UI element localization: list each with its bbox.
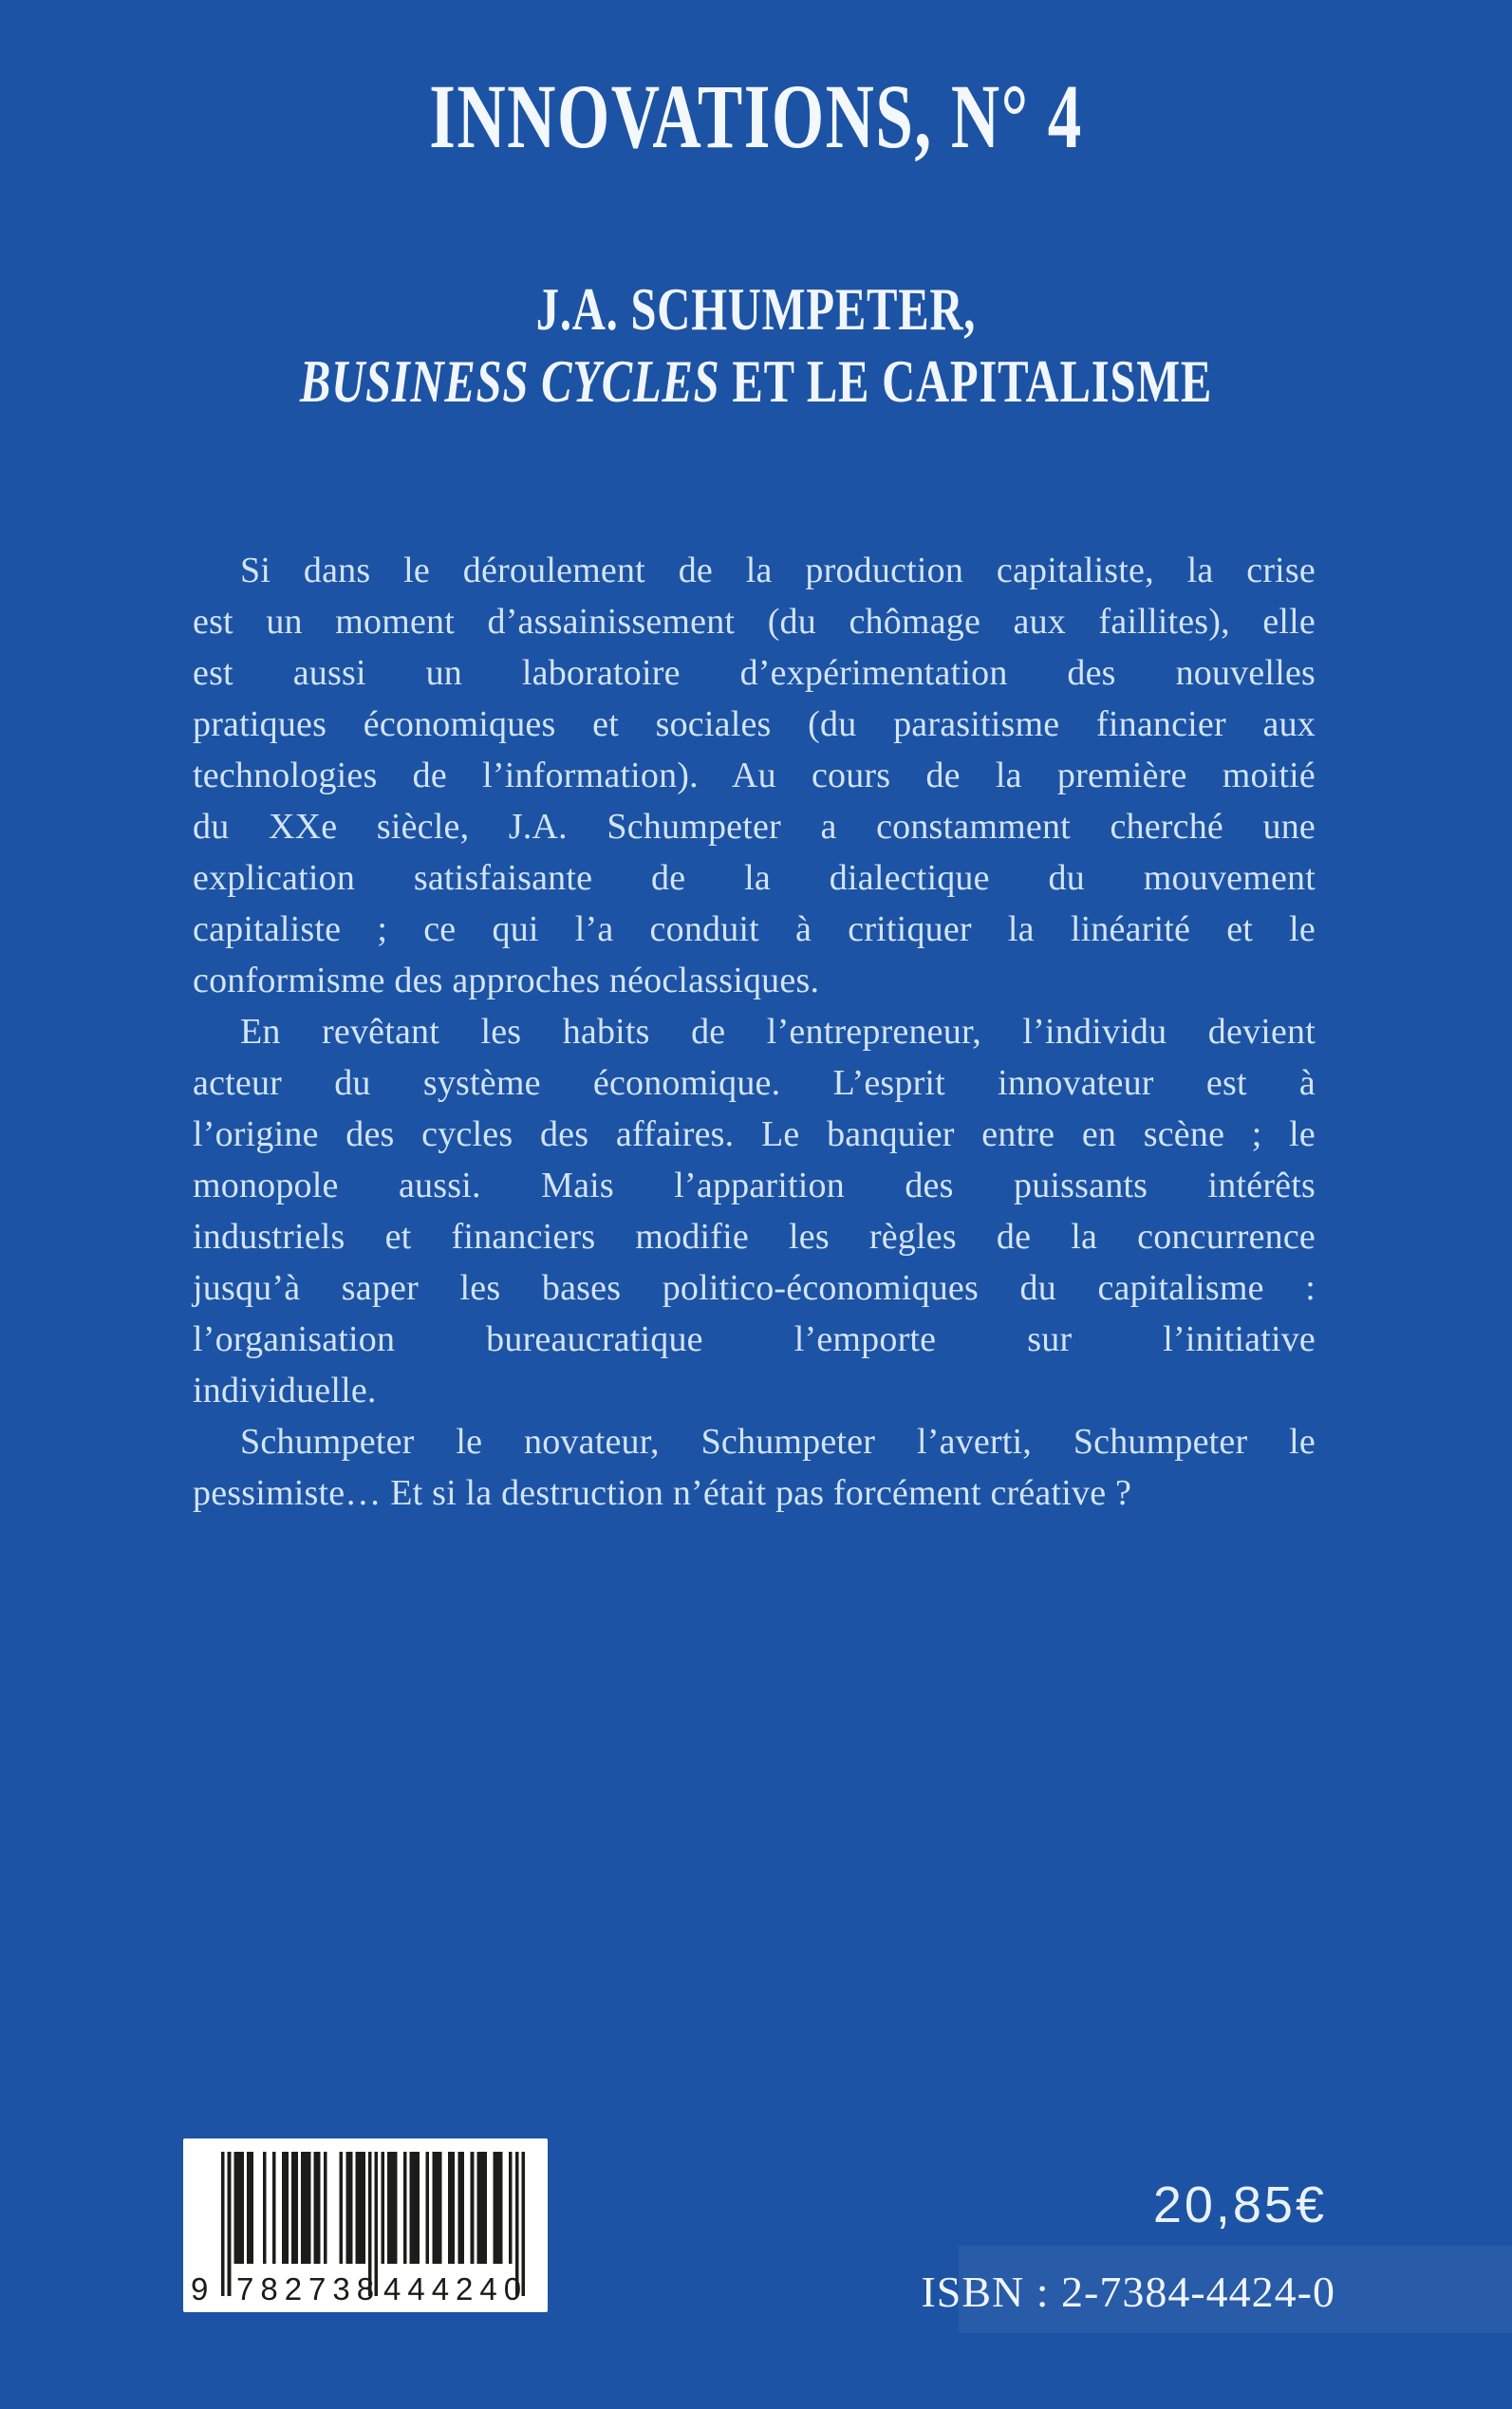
blurb-line: l’organisation bureaucratique l’emporte sur l’initiative: [193, 1319, 1316, 1359]
blurb-line: pessimiste… Et si la destruction n’était pas forcément créative ?: [193, 1473, 1132, 1513]
blurb-line: capitaliste ; ce qui l’a conduit à critiquer la linéarité et le: [193, 909, 1316, 949]
blurb-line: En revêtant les habits de l’entrepreneur, l’individu devient: [240, 1012, 1316, 1052]
barcode-first-digit: 9: [191, 2271, 209, 2306]
book-title-author-line: J.A. SCHUMPETER,: [535, 275, 977, 343]
blurb-line: est aussi un laboratoire d’expérimentation des nouvelles: [193, 653, 1316, 693]
back-cover-blurb: [193, 545, 1316, 1519]
blurb-line: l’origine des cycles des affaires. Le banquier entre en scène ; le: [193, 1114, 1316, 1154]
blurb-line: technologies de l’information). Au cours de la première moitié: [193, 756, 1316, 795]
blurb-line: du XXe siècle, J.A. Schumpeter a constamment cherché une: [193, 807, 1316, 847]
price: 20,85€: [1152, 2176, 1327, 2233]
blurb-line: industriels et financiers modifie les règles de la concurrence: [193, 1217, 1316, 1257]
book-title: [0, 273, 1512, 418]
book-title-regular-part: ET LE CAPITALISME: [719, 347, 1213, 415]
blurb-line: jusqu’à saper les bases politico-économiques du capitalisme :: [193, 1268, 1316, 1308]
book-title-italic-part: BUSINESS CYCLES: [299, 347, 720, 415]
blurb-line: Si dans le déroulement de la production capitaliste, la crise: [240, 551, 1316, 590]
barcode-left-digits: 782738: [236, 2271, 382, 2306]
blurb-line: individuelle.: [193, 1371, 377, 1410]
barcode-digits: [183, 2272, 548, 2306]
blurb-line: monopole aussi. Mais l’apparition des puissants intérêts: [193, 1166, 1316, 1205]
blurb-line: explication satisfaisante de la dialectique du mouvement: [193, 858, 1316, 898]
isbn: ISBN : 2-7384-4424-0: [921, 2268, 1335, 2316]
collection-title: INNOVATIONS, N° 4: [429, 65, 1083, 167]
blurb-line: conformisme des approches néoclassiques.: [193, 961, 820, 1000]
barcode: [183, 2138, 548, 2312]
book-title-main-line: [181, 345, 1331, 418]
barcode-right-digits: 444240: [383, 2271, 529, 2306]
blurb-line: Schumpeter le novateur, Schumpeter l’averti, Schumpeter le: [240, 1422, 1316, 1462]
blurb-line: est un moment d’assainissement (du chômage aux faillites), elle: [193, 602, 1316, 642]
blurb-line: acteur du système économique. L’esprit innovateur est à: [193, 1063, 1316, 1103]
blurb-line: pratiques économiques et sociales (du parasitisme financier aux: [193, 704, 1316, 744]
